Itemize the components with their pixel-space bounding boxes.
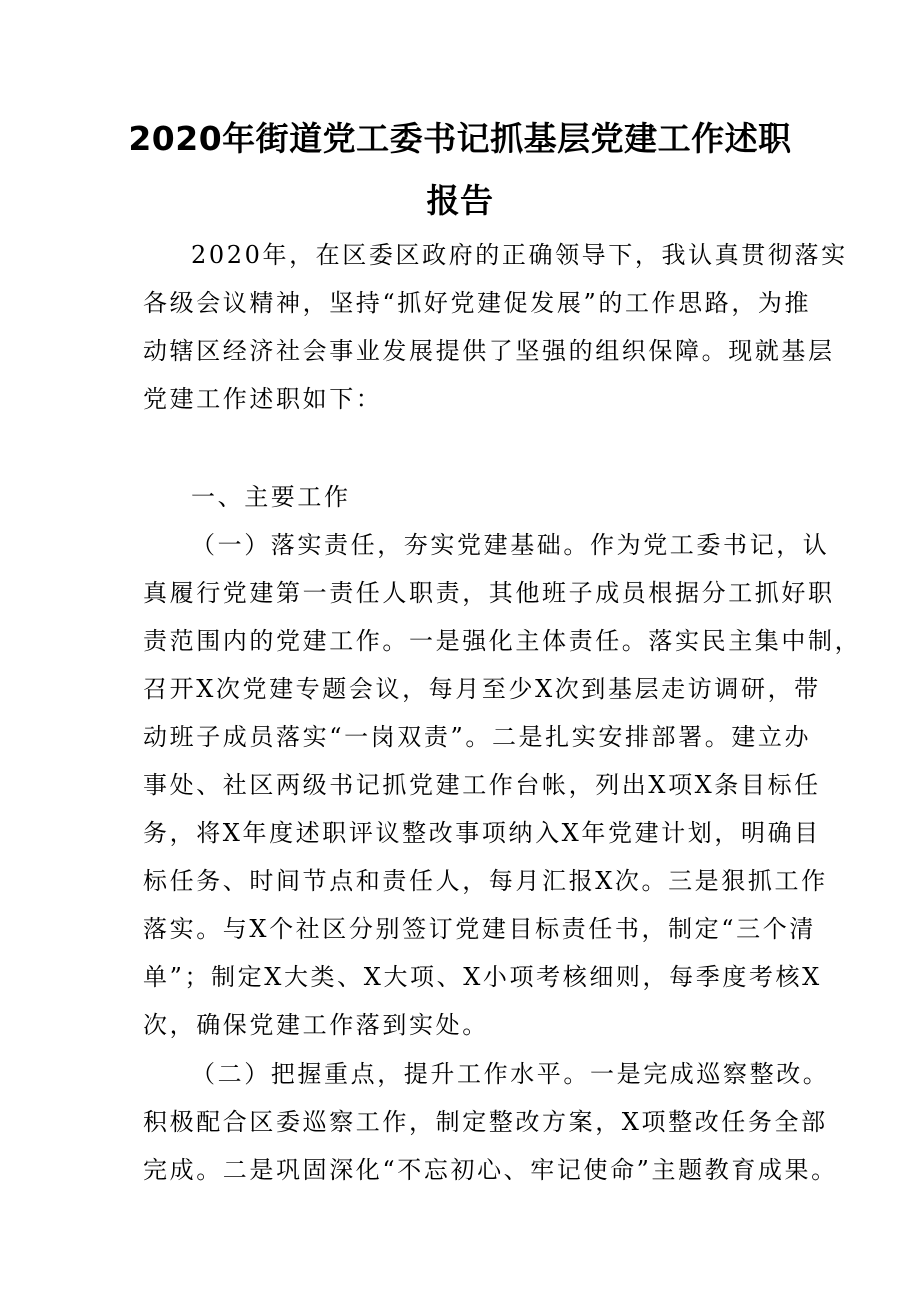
para1-line-9: 落实。与X个社区分别签订党建目标责任书，制定“三个清 <box>143 915 816 943</box>
intro-paragraph <box>143 231 848 423</box>
intro-line-3: 动辖区经济社会事业发展提供了坚强的组织保障。现就基层 <box>143 337 835 365</box>
para1-line-3: 责范围内的党建工作。一是强化主体责任。落实民主集中制， <box>143 627 862 655</box>
para1-line-11: 次，确保党建工作落到实处。 <box>143 1011 489 1039</box>
para1-line-10: 单”；制定X大类、X大项、X小项考核细则，每季度考核X <box>143 963 822 991</box>
para1-line-2: 真履行党建第一责任人职责，其他班子成员根据分工抓好职 <box>143 579 835 607</box>
paragraph-key-points <box>143 1050 838 1194</box>
para2-line-2: 积极配合区委巡察工作，制定整改方案，X项整改任务全部 <box>143 1108 828 1136</box>
document-title <box>120 108 800 232</box>
section-heading-text: 一、主要工作 <box>191 483 351 511</box>
para1-line-6: 事处、社区两级书记抓党建工作台帐，列出X项X条目标任 <box>143 771 821 799</box>
paragraph-responsibility <box>143 521 862 1049</box>
para1-line-1: （一）落实责任，夯实党建基础。作为党工委书记，认 <box>191 531 830 559</box>
section-heading <box>143 473 779 521</box>
para2-line-3: 完成。二是巩固深化“不忘初心、牢记使命”主题教育成果。 <box>143 1156 838 1184</box>
para1-line-7: 务，将X年度述职评议整改事项纳入X年党建计划，明确目 <box>143 819 821 847</box>
intro-line-4: 党建工作述职如下： <box>143 385 383 413</box>
intro-line-2: 各级会议精神，坚持“抓好党建促发展”的工作思路，为推 <box>143 289 812 317</box>
para1-line-5: 动班子成员落实“一岗双责”。二是扎实安排部署。建立办 <box>143 723 812 751</box>
title-line-2: 报告 <box>426 181 494 220</box>
para1-line-8: 标任务、时间节点和责任人，每月汇报X次。三是狠抓工作 <box>143 867 828 895</box>
title-line-1: 2020年街道党工委书记抓基层党建工作述职 <box>128 119 792 158</box>
para2-line-1: （二）把握重点，提升工作水平。一是完成巡察整改。 <box>191 1060 830 1088</box>
para1-line-4: 召开X次党建专题会议，每月至少X次到基层走访调研，带 <box>143 675 821 703</box>
intro-line-1: 2020年，在区委区政府的正确领导下，我认真贯彻落实 <box>191 241 848 269</box>
